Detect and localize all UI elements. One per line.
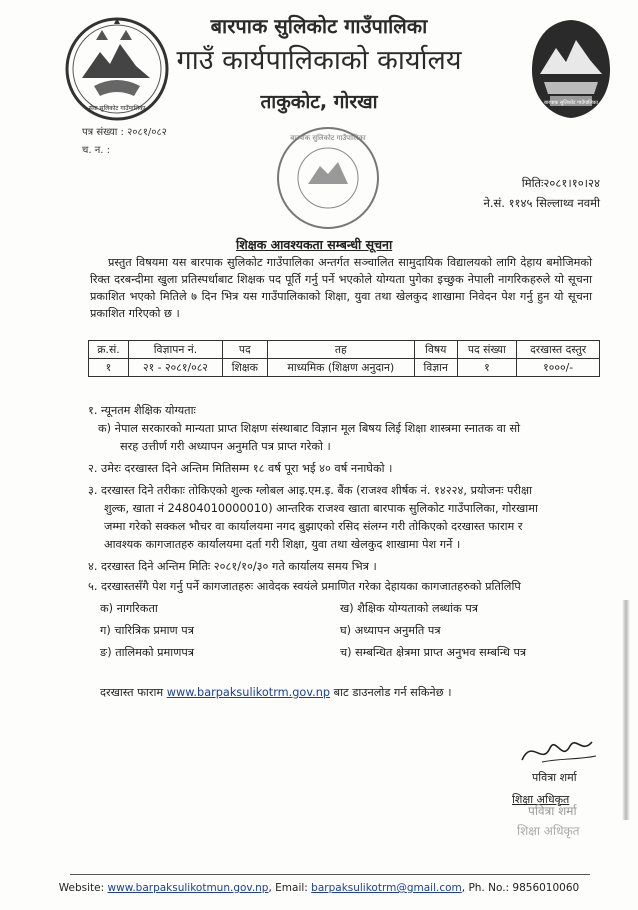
footer-divider: [70, 874, 590, 875]
download-link[interactable]: www.barpaksulikotrm.gov.np: [166, 686, 331, 699]
notice-title: शिक्षक आवश्यकता सम्बन्धी सूचना: [236, 237, 393, 252]
qualification-line: क) नेपाल सरकारको मान्यता प्राप्त शिक्षण संस्थाबाट विज्ञान मूल बिषय लिई शिक्षा शास्त्रमा स्नातक वा सो: [98, 422, 521, 435]
office-stamp: [272, 122, 384, 234]
footer-email-link[interactable]: barpaksulikotrm@gmail.com: [311, 882, 462, 894]
table-cell: माध्यमिक (शिक्षण अनुदान): [267, 359, 414, 377]
reference-number: पत्र संख्या : २०८१/०८२: [82, 127, 167, 138]
application-method: आवश्यक कागजातहरु कार्यालयमा दर्ता गरी शिक्षा, युवा तथा खेलकुद शाखामा पेश गर्ने ।: [104, 538, 461, 551]
footer-website-label: Website:: [58, 882, 108, 894]
office-address: ताकुकोट, गोरखा: [260, 91, 378, 113]
scan-edge-shadow: [622, 600, 630, 820]
document-item: च) सम्बन्धित क्षेत्रमा प्राप्त अनुभव सम्बन्धि पत्र: [340, 646, 527, 659]
table-header: तह: [267, 341, 414, 359]
footer-email-label: , Email:: [268, 882, 312, 894]
table-header: दरखास्त दस्तुर: [517, 341, 600, 359]
application-method: जम्मा गरेको सक्कल भौचर वा कार्यालयमा नगद बुझाएको रसिद संलग्न गरी तोकिएको दरखास्त फाराम र: [104, 520, 523, 533]
nepal-sambat-date: ने.सं. ११४५ सिल्लाथ्व नवमी: [483, 196, 600, 210]
deadline: ४. दरखास्त दिने अन्तिम मितिः २०८१/१०/३० गते कार्यालय समय भित्र ।: [88, 560, 377, 573]
download-prefix: दरखास्त फाराम: [100, 686, 167, 699]
municipality-name: बारपाक सुलिकोट गाउँपालिका: [210, 14, 428, 38]
table-cell: शिक्षक: [222, 359, 267, 377]
office-name: गाउँ कार्यपालिकाको कार्यालय: [176, 45, 462, 76]
age-requirement: २. उमेरः दरखास्त दिने अन्तिम मितिसम्म १८ वर्ष पूरा भई ४० वर्ष ननाघेको ।: [88, 462, 393, 475]
table-header: पद संख्या: [457, 341, 517, 359]
vacancy-table: [88, 340, 600, 377]
table-header: विज्ञापन नं.: [128, 341, 222, 359]
dispatch-number: च. न. :: [82, 145, 110, 156]
table-header: विषय: [414, 341, 457, 359]
qualification-line: सरह उत्तीर्ण गरी अध्यापन अनुमति पत्र प्राप्त गरेको ।: [120, 440, 331, 453]
table-cell: २१ - २०८१/०८२: [128, 359, 222, 377]
table-header: पद: [222, 341, 267, 359]
footer-contact: [0, 882, 638, 894]
application-method: ३. दरखास्त दिने तरीकाः तोकिएको शुल्क ग्लोबल आइ.एम.इ. बैंक (राजश्व शीर्षक नं. १४२२४, प्रयोजनः परीक्षा: [88, 484, 532, 497]
table-cell: १०००/-: [517, 359, 600, 377]
right-logo-caption: बारपाक सुलिकोट गाउँपालिका: [544, 100, 598, 106]
required-documents-heading: ५. दरखास्तसँगै पेश गर्नु पर्ने कागजातहरुः आवेदक स्वयंले प्रमाणित गरेका देहायका कागजातहरुको प्रतिलिपि: [88, 580, 521, 593]
document-item: ङ) तालिमको प्रमाणपत्र: [100, 646, 195, 659]
document-item: क) नागरिकता: [100, 602, 158, 615]
table-header: क्र.सं.: [89, 341, 129, 359]
table-header-row: [89, 341, 600, 359]
table-cell: विज्ञान: [414, 359, 457, 377]
table-cell: १: [457, 359, 517, 377]
signatory-name: पवित्रा शर्मा: [532, 771, 577, 784]
min-qualification-heading: १. न्यूनतम शैक्षिक योग्यताः: [88, 404, 196, 417]
footer-phone: , Ph. No.: 9856010060: [461, 882, 580, 894]
stamp-caption: बारपाक सुलिकोट गाउँपालिका: [290, 134, 366, 142]
footer-website-link[interactable]: www.barpaksulikotmun.gov.np: [107, 882, 269, 894]
stamped-title: शिक्षा अधिकृत: [517, 824, 580, 838]
stamped-name: पवित्रा शर्मा: [528, 804, 577, 818]
table-cell: १: [89, 359, 129, 377]
emblem-caption: सेवा सुलिकोट गाउँपालिका: [88, 105, 146, 112]
document-item: ख) शैक्षिक योग्यताको लब्धांक पत्र: [340, 602, 478, 615]
document-item: ग) चारित्रिक प्रमाण पत्र: [100, 624, 194, 637]
application-method: शुल्क, खाता नं 24804010000010) आन्तरिक राजश्व खाता बारपाक सुलिकोट गाउँपालिका, गोरखामा: [104, 502, 538, 515]
signatory-title: शिक्षा अधिकृत: [512, 793, 570, 806]
table-row: [89, 359, 600, 377]
issue-date: मितिः२०८१।१०।२४: [521, 176, 600, 190]
document-item: घ) अध्यापन अनुमति पत्र: [340, 624, 441, 637]
download-note: [100, 684, 452, 701]
download-suffix: बाट डाउनलोड गर्न सकिनेछ ।: [330, 686, 452, 699]
signature-scribble: [512, 732, 602, 770]
notice-paragraph: प्रस्तुत विषयमा यस बारपाक सुलिकोट गाउँपालिका अन्तर्गत सञ्चालित सामुदायिक विद्यालयको लागि देहाय बमोजिमको रिक्त दरबन्दीमा खुला प्रतिस्पर्धाबाट शिक्षक पद पूर्ति गर्नु पर्ने भएकोले योग्यता पुगेका इच्छुक नेपाली नागरिकहरुले यो सूचना प्रकाशित भएको मितिले ७ दिन भित्र यस गाउँपालिकाको शिक्षा, युवा तथा खेलकुद शाखामा निवेदन पेश गर्नु हुन यो सूचना प्रकाशित गरिएको छ ।: [90, 256, 592, 320]
